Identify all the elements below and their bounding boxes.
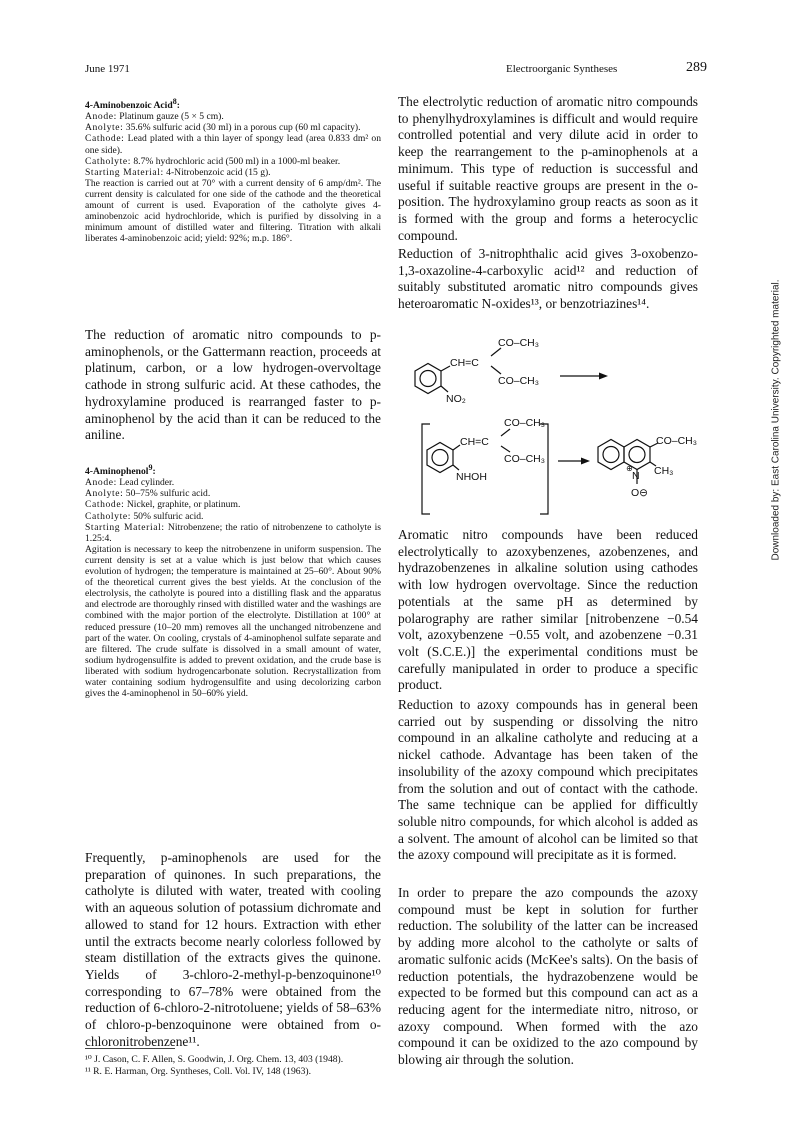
cathode-text: Lead plated with a thin layer of spongy lead (area 0.833 dm² on one side). [85, 133, 381, 156]
oxide-label: O⊖ [631, 487, 648, 499]
procedure-4-aminobenzoic-acid [85, 96, 381, 244]
benzene-ring [415, 364, 441, 394]
acetyl-label: CO–CH₃ [656, 435, 698, 447]
gattermann-paragraph: The reduction of aromatic nitro compounds to p-aminophenols, or the Gattermann reaction, proceeds at platinum, carbon, or a low hydrogen-overvoltage cathode in strong sulfuric acid. At these cathodes, the hydroxylamine produced is rearranged faster to p-aminophenol by the acid than it can be reduced to the aniline. [85, 327, 381, 443]
anolyte-label: Anolyte: [85, 488, 124, 500]
acetyl-label: CO–CH₃ [504, 453, 546, 465]
anode-label: Anode: [85, 477, 117, 489]
starting-material-text: Nitrobenzene; the ratio of nitrobenzene to catholyte is 1.25:4. [85, 521, 381, 544]
azoxy-paragraph: Aromatic nitro compounds have been reduced electrolytically to azoxybenzenes, azobenzenes, and hydrazobenzenes in alkaline solution using cathodes with low hydrogen overvoltage. Since the reduction potentials at the same pH as determined by polarography are rather similar [nitrobenzene −0.54 volt, azoxybenzene −0.55 volt, and azobenzene −0.31 volt (S.C.E.)] the experimental conditions must be carefully manipulated in order to produce a specific product. [398, 527, 698, 693]
hydroxylamino-label: NHOH [456, 471, 487, 483]
acetyl-label: CO–CH₃ [498, 337, 540, 349]
azoxy-reduction-paragraph: Reduction to azoxy compounds has in general been carried out by suspending or dissolving the nitro compound in an alkaline catholyte and reducing at a nickel cathode. Advantage has been taken of the insolubility of the azoxy compound which precipitates from the solution and out of contact with the cathode. The same technique can be applied for difficultly soluble nitro compounds, for which alcohol is added as a solvent. The amount of alcohol can be limited so that the azoxy compound will precipitate as it is formed. [398, 697, 698, 863]
benzene-ring [427, 443, 453, 473]
cathode-text: Nickel, graphite, or platinum. [126, 499, 241, 511]
reaction-scheme [398, 326, 698, 516]
download-side-note: Downloaded by: East Carolina University. Copyrighted material. [770, 279, 782, 561]
running-header-date: June 1971 [85, 63, 130, 75]
left-bracket [422, 424, 430, 514]
procedure-4-aminophenol [85, 462, 381, 699]
starting-material-text: 4-Nitrobenzoic acid (15 g). [166, 166, 271, 178]
starting-material-label: Starting Material: [85, 521, 165, 533]
catholyte-text: 50% sulfuric acid. [133, 510, 204, 522]
starting-material-label: Starting Material: [85, 166, 164, 178]
anode-text: Platinum gauze (5 × 5 cm). [119, 111, 224, 123]
anode-text: Lead cylinder. [119, 477, 175, 489]
vinyl-label: CH=C [460, 436, 489, 448]
procedure-body: Agitation is necessary to keep the nitrobenzene in uniform suspension. The current density is set at a value which is just below that which causes evolution of hydrogen; the temperature is maintained at 25–60°. About 90% of the theoretical current gives the best yields. At the conclusion of the electrolysis, the catholyte is poured into a distilling flask and the apparatus and electrode are thoroughly rinsed with distilled water and the washings are combined with the major portion of the electrolyte. Distillation at 100° at reduced pressure (10–20 mm) removes all the unchanged nitrobenzene and part of the water. On cooling, crystals of 4-aminophenol sulfate separate and are filtered. The crude sulfate is dissolved in a small amount of water, sodium hydrogensulfite is added to prevent oxidation, and the crude base is liberated with sodium hydrogencarbonate solution. Recrystallization from water containing sodium hydrogensulfite and using decolorizing carbon gives the 4-aminophenol in 50–60% yield. [85, 543, 381, 700]
vinyl-label: CH=C [450, 357, 479, 369]
aromatic-circle [420, 371, 436, 387]
procedure-body: The reaction is carried out at 70° with a current density of 6 amp/dm². The current density is calculated for one side of the cathode and the theoretical amount of current is used. Evaporation of the catholyte gives 4-aminobenzoic acid hydrochloride, which is purified by dissolving in a minimum amount of distilled water and filtering. Titration with alkali liberates 4-aminobenzoic acid; yield: 92%; m.p. 186°. [85, 177, 381, 245]
acetyl-label: CO–CH₃ [504, 417, 546, 429]
positive-charge: ⊕ [626, 464, 633, 473]
right-bracket [540, 424, 548, 514]
procedure-title: 4-Aminobenzoic Acid$^8$: [85, 97, 180, 112]
running-header-title: Electroorganic Syntheses [506, 63, 618, 75]
catholyte-label: Catholyte: [85, 510, 131, 522]
footnotes [85, 1054, 381, 1078]
catholyte-label: Catholyte: [85, 155, 131, 167]
footnote: ¹⁰ J. Cason, C. F. Allen, S. Goodwin, J. Org. Chem. 13, 403 (1948). [85, 1054, 344, 1065]
aromatic-circle [603, 447, 619, 463]
anolyte-text: 50–75% sulfuric acid. [125, 488, 211, 500]
aromatic-circle [432, 450, 448, 466]
cathode-label: Cathode: [85, 499, 125, 511]
benzene-ring [598, 440, 624, 470]
anolyte-label: Anolyte: [85, 122, 124, 134]
anolyte-text: 35.6% sulfuric acid (30 ml) in a porous cup (60 ml capacity). [125, 122, 361, 134]
footnote-rule [85, 1048, 175, 1049]
cathode-label: Cathode: [85, 133, 125, 145]
page-number: 289 [686, 60, 707, 75]
anode-label: Anode: [85, 111, 117, 123]
methyl-label: CH₃ [654, 465, 674, 477]
quinone-paragraph: Frequently, p-aminophenols are used for the preparation of quinones. In such preparations, the catholyte is diluted with water, treated with cooling with an aqueous solution of potassium dichromate and allowed to stand for 12 hours. Extraction with ether until the extracts become nearly colorless followed by steam distillation of the extracts gives the quinone. Yields of 3-chloro-2-methyl-p-benzoquinone¹⁰ corresponding to 67–78% were obtained from the reduction of 6-chloro-2-nitrotoluene; yields of 58–63% of chloro-p-benzoquinone were obtained from o-chloronitrobenzene¹¹. [85, 850, 381, 1049]
catholyte-text: 8.7% hydrochloric acid (500 ml) in a 1000-ml beaker. [133, 155, 341, 167]
nitrogen-label: N [632, 470, 640, 482]
azo-paragraph: In order to prepare the azo compounds the azoxy compound must be kept in solution for further reduction. The solubility of the latter can be increased by adding more alcohol to the catholyte or salts of aromatic sulfonic acids (McKee's salts). On the basis of reduction potentials, the hydrazobenzene would be expected to be formed but this compound can act as a reducing agent for the intermediate nitro, nitroso, or azoxy compound. When formed with the azo compound it can be oxidized to the azo compound by blowing air through the solution. [398, 885, 698, 1068]
nitro-label: NO₂ [446, 393, 466, 405]
heterocycle-paragraph: Reduction of 3-nitrophthalic acid gives 3-oxobenzo-1,3-oxazoline-4-carboxylic acid¹² and reduction of suitably substituted aromatic nitro compounds gives heteroaromatic N-oxides¹³, or benzotriazines¹⁴. [398, 246, 698, 312]
footnote: ¹¹ R. E. Harman, Org. Syntheses, Coll. Vol. IV, 148 (1963). [85, 1066, 311, 1077]
nitro-reduction-paragraph: The electrolytic reduction of aromatic nitro compounds to phenylhydroxylamines is difficult and would require controlled potential and very dilute acid in order to keep the rearrangement to the p-aminophenols at a minimum. This type of reduction is successful and useful if suitable reactive groups are present in the o-position. The hydroxylamino group reacts as soon as it is formed with the group and forms a heterocyclic compound. [398, 94, 698, 243]
acetyl-label: CO–CH₃ [498, 375, 540, 387]
aromatic-circle [629, 447, 645, 463]
procedure-title: 4-Aminophenol$^9$: [85, 463, 156, 478]
